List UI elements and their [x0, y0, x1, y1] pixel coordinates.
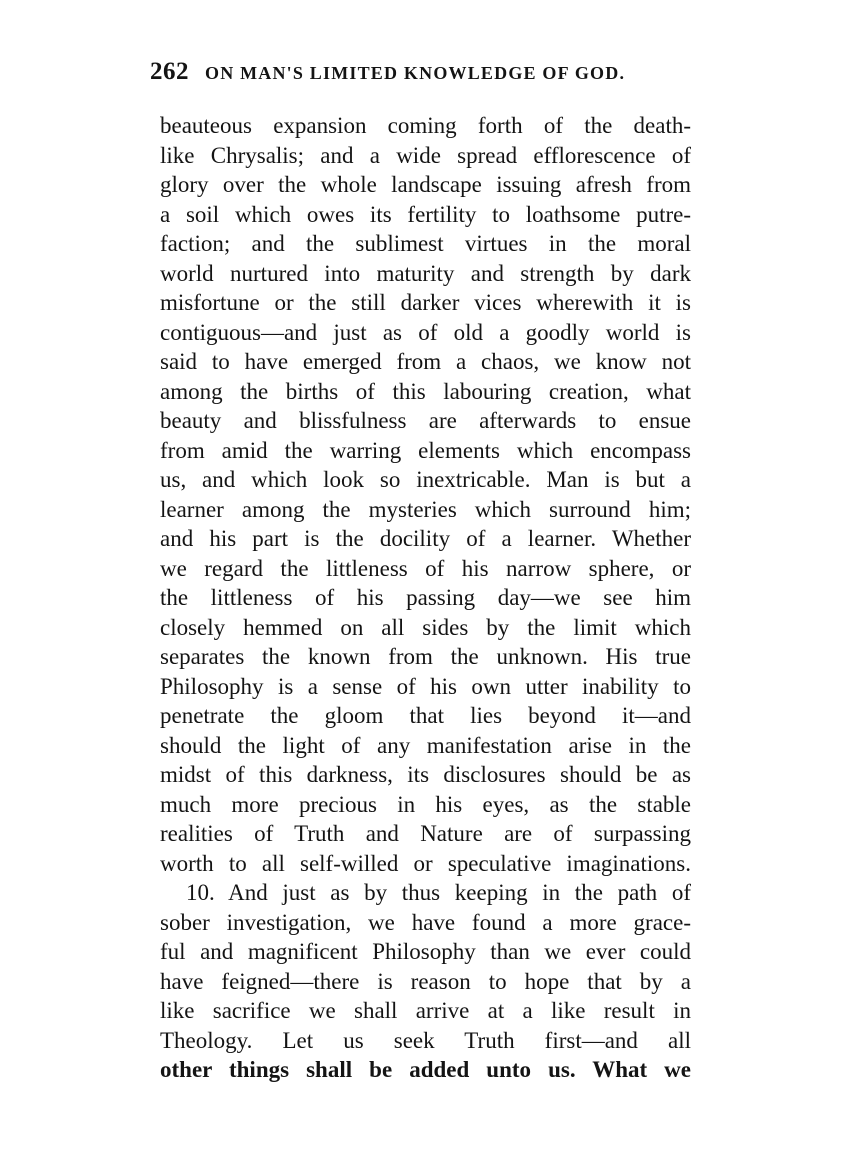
text-line: much more precious in his eyes, as the stable	[160, 791, 691, 817]
body-text	[160, 111, 691, 1085]
text-line: the littleness of his passing day—we see him	[160, 585, 691, 610]
text-line: among the births of this labouring creation, what	[160, 378, 691, 404]
text-line: we regard the littleness of his narrow sphere, or	[160, 555, 691, 581]
chapter-title: ON MAN'S LIMITED KNOWLEDGE OF GOD.	[205, 63, 626, 83]
text-line: glory over the whole landscape issuing afresh from	[160, 172, 691, 197]
page-number: 262	[150, 58, 189, 85]
text-line: contiguous—and just as of old a goodly world is	[160, 319, 691, 345]
text-line: ful and magnificent Philosophy than we ever could	[160, 939, 691, 964]
text-line: said to have emerged from a chaos, we know not	[160, 349, 691, 374]
text-line: misfortune or the still darker vices wherewith it is	[160, 290, 691, 315]
text-line: penetrate the gloom that lies beyond it—and	[160, 703, 691, 728]
text-line: Philosophy is a sense of his own utter inability to	[160, 673, 691, 699]
section-start-line: 10. And just as by thus keeping in the path of	[186, 880, 691, 905]
text-line: realities of Truth and Nature are of surpassing	[160, 821, 691, 846]
text-line: like sacrifice we shall arrive at a like result in	[160, 998, 691, 1023]
text-line: closely hemmed on all sides by the limit which	[160, 614, 691, 640]
running-head	[150, 58, 710, 94]
text-line: separates the known from the unknown. His true	[160, 644, 691, 669]
text-line: other things shall be added unto us. What we	[160, 1057, 691, 1082]
text-line: world nurtured into maturity and strength by dark	[160, 260, 691, 286]
text-line: sober investigation, we have found a more grace-	[160, 909, 691, 935]
text-line: faction; and the sublimest virtues in the moral	[160, 231, 691, 256]
text-line: should the light of any manifestation arise in the	[160, 732, 691, 758]
text-line: midst of this darkness, its disclosures should be as	[160, 762, 691, 787]
text-line: Theology. Let us seek Truth first—and all	[160, 1027, 691, 1053]
text-line: have feigned—there is reason to hope that by a	[160, 968, 691, 994]
text-line: and his part is the docility of a learner. Whether	[160, 526, 691, 551]
text-line: us, and which look so inextricable. Man is but a	[160, 467, 691, 492]
text-line: beauteous expansion coming forth of the death-	[160, 113, 691, 138]
text-line: from amid the warring elements which encompass	[160, 437, 691, 463]
text-line: a soil which owes its fertility to loathsome putre-	[160, 201, 691, 227]
text-line: like Chrysalis; and a wide spread efflorescence of	[160, 142, 691, 168]
paragraph-end-line: worth to all self-willed or speculative imaginations.	[160, 850, 691, 876]
text-line: learner among the mysteries which surround him;	[160, 496, 691, 522]
text-line: beauty and blissfulness are afterwards to ensue	[160, 408, 691, 433]
